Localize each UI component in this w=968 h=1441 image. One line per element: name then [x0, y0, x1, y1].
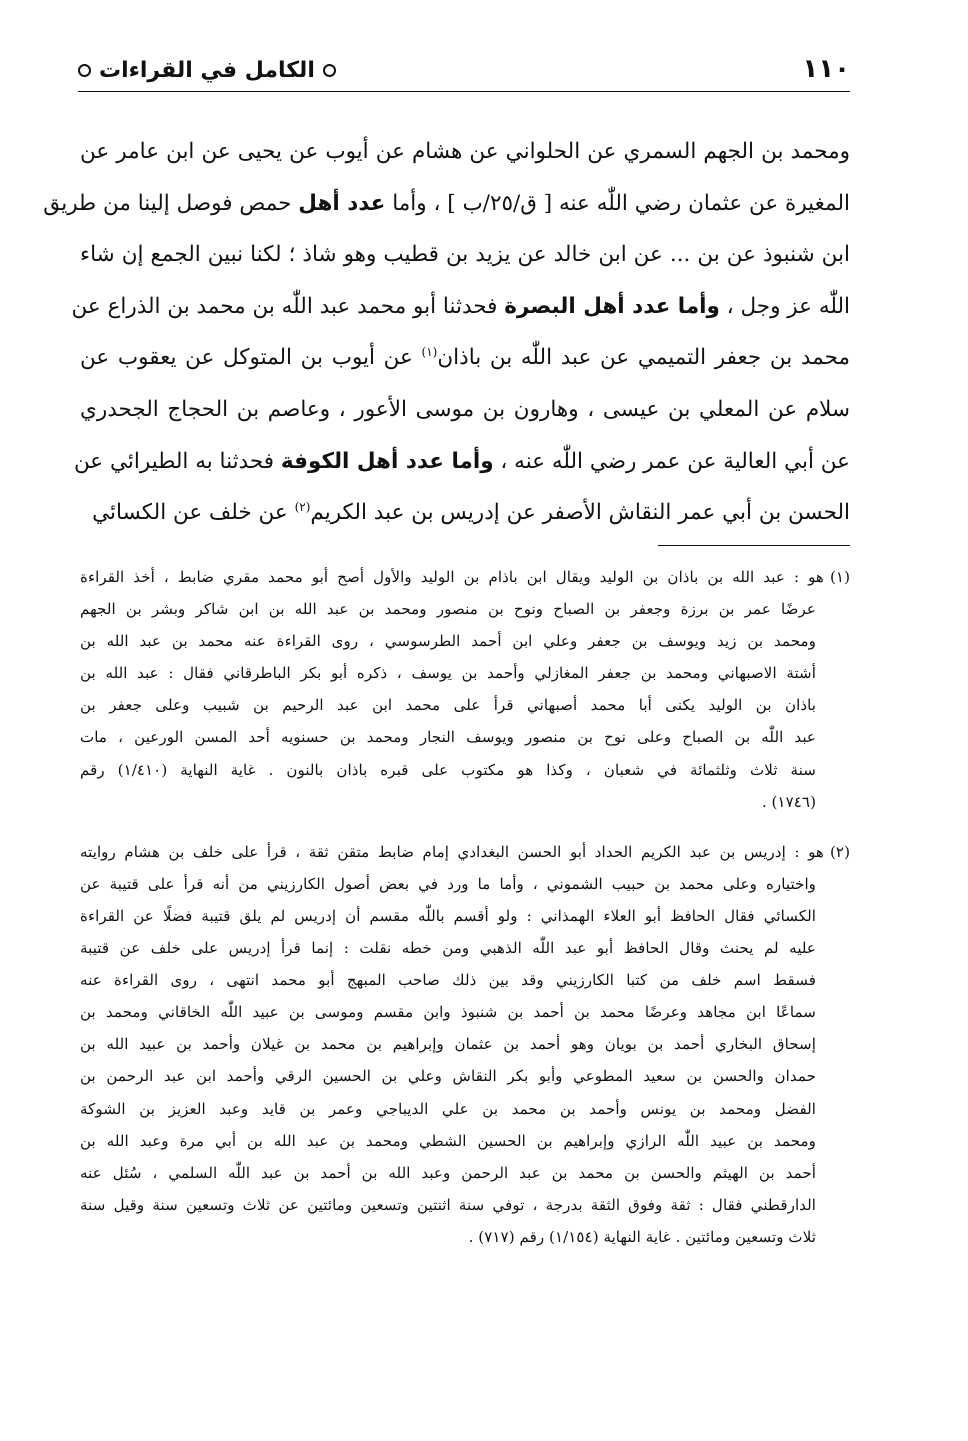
main-text-line: الحسن بن أبي عمر النقاش الأصفر عن إدريس بن عبد الكريم$^{(٢)}$ عن خلف عن الكسائي — [92, 500, 850, 526]
footnote-text: عبد اللّٰه بن الصباح وعلى نوح بن منصور ويوسف النجار ومحمد بن حسنويه أحد المسن الورعين ، مات — [80, 728, 816, 747]
footnote-text: ثلاث وتسعين ومائتين . غاية النهاية (١/١٥٤) رقم (٧١٧) . — [468, 1227, 816, 1246]
footnote-reference[interactable]: (٢) — [294, 500, 311, 514]
footnote-text: الكسائي فقال الحافظ أبو العلاء الهمذاني : ولو أقسم باللّٰه مقسم أن إدريس لم يلق قتيبة فضلًا عن القراءة — [80, 906, 816, 925]
footnote-line — [80, 1093, 850, 1125]
main-text-line: اللّٰه عز وجل ، وأما عدد أهل البصرة فحدثنا أبو محمد عبد اللّٰه بن محمد بن الذراع عن — [71, 293, 850, 319]
footnote-line — [80, 1125, 850, 1157]
circle-ornament-icon — [323, 64, 336, 77]
main-text-line: محمد بن جعفر التميمي عن عبد اللّٰه بن باذان$^{(١)}$ عن أيوب بن المتوكل عن يعقوب عن — [80, 345, 850, 371]
footnote-text: عرضًا عمر بن برزة وجعفر بن الصباح ونوح بن منصور ومحمد بن عبد الله بن ابن شاكر وبشر بن الجهم — [80, 600, 816, 619]
footnote-text: أحمد بن الهيثم والحسن بن محمد بن عبد الرحمن وعبد الله بن أحمد بن عبد اللّٰه السلمي ، سُئل عنه — [80, 1163, 816, 1182]
main-text-line: ومحمد بن الجهم السمري عن الحلواني عن هشام عن أيوب عن يحيى عن ابن عامر عن — [80, 139, 850, 164]
main-text — [43, 126, 850, 539]
footnote-text: (١٧٤٦) . — [761, 792, 816, 811]
footnote-text: إسحاق البخاري أحمد بن بويان وهو أحمد بن عثمان وإبراهيم بن محمد بن غيلان وأحمد بن عبيد الله بن — [80, 1035, 816, 1054]
footnote-marker: (٢) — [829, 842, 850, 861]
footnote-text: واختياره وعلى محمد بن حبيب الشموني ، وأما ما ورد في بعض أصول الكارزيني من أنه قرأ على قتيبة عن — [80, 874, 816, 893]
footnote-line — [80, 1028, 850, 1060]
footnote-line — [80, 593, 850, 625]
footnote-line — [80, 754, 850, 786]
footnote-text: عليه لم يحنث وقال الحافظ أبو عبد اللّٰه الذهبي ومن خطه نقلت : إنما قرأ إدريس على خلف عن قتيبة — [80, 939, 816, 958]
footnote-text: حمدان والحسن بن سعيد المطوعي وأبو بكر النقاش وعلي بن الحسين الرقي وأحمد ابن عبد الرحمن بن — [80, 1067, 816, 1086]
footnote-text: سنة ثلاث وثلثمائة في شعبان ، وكذا هو مكتوب على قبره باذان بالنون . غاية النهاية (١/٤١٠) رقم — [80, 760, 816, 779]
running-header — [78, 48, 850, 92]
footnote-text: سماعًا ابن مجاهد وعرضًا محمد بن أحمد بن شنبوذ وابن مقسم وموسى بن عبيد اللّٰه الخاقاني ومحمد بن — [80, 1003, 816, 1022]
footnote-text: هو : إدريس بن عبد الكريم الحداد أبو الحسن البغدادي إمام ضابط متقن ثقة ، قرأ على خلف بن هشام روايته — [80, 842, 824, 861]
bold-phrase: وأما عدد أهل البصرة — [504, 293, 720, 319]
footnote-text: ومحمد بن عبيد اللّٰه الرازي وإبراهيم بن الحسين الشطي ومحمد بن عبد الله بن أبي مرة وعبد الله بن — [80, 1131, 816, 1150]
book-title-text: الكامل في القراءات — [99, 58, 315, 83]
main-text-line: عن أبي العالية عن عمر رضي اللّٰه عنه ، وأما عدد أهل الكوفة فحدثنا به الطيرائي عن — [73, 448, 850, 474]
footnote-line — [80, 868, 850, 900]
main-text-line: سلام عن المعلي بن عيسى ، وهارون بن موسى الأعور ، وعاصم بن الحجاج الجحدري — [80, 396, 850, 422]
footnote-line — [80, 900, 850, 932]
footnote-line — [80, 996, 850, 1028]
footnote-text: الدارقطني فقال : ثقة وفوق الثقة بدرجة ، توفي سنة اثنتين وتسعين ومائتين عن ثلاث وتسعين سنة وقيل سنة — [80, 1195, 816, 1214]
footnote-line — [80, 836, 850, 868]
footnotes — [80, 561, 850, 1253]
footnote-line — [80, 1157, 850, 1189]
footnote-line — [80, 1221, 850, 1253]
footnote-line — [80, 689, 850, 721]
footnote-text: ومحمد بن زيد ويوسف بن جعفر وعلي ابن أحمد الطرسوسي ، روى القراءة عنه محمد بن عبد الله بن — [80, 632, 816, 651]
footnote-text: هو : عبد الله بن باذان بن الوليد ويقال ابن باذام بن الوليد والأول أصح أبو محمد مقري ضابط ، أخذ القراءة — [80, 568, 824, 586]
footnote-marker: (١) — [829, 568, 850, 586]
bold-phrase: عدد أهل — [298, 190, 386, 216]
footnote-line — [80, 561, 850, 593]
footnote-gap — [80, 818, 850, 836]
footnote-line — [80, 964, 850, 996]
footnote-line — [80, 932, 850, 964]
header-rule — [78, 91, 850, 92]
bold-phrase: وأما عدد أهل الكوفة — [280, 448, 494, 474]
footnote-1 — [80, 561, 850, 818]
footnote-line — [80, 1189, 850, 1221]
footnote-reference[interactable]: (١) — [421, 345, 438, 360]
footnote-separator — [658, 545, 850, 546]
footnote-line — [80, 625, 850, 657]
page-number: ١١٠ — [802, 54, 850, 84]
footnote-line — [80, 1060, 850, 1092]
footnote-line — [80, 657, 850, 689]
footnote-line — [80, 721, 850, 753]
main-text-line: ابن شنبوذ عن بن ... عن ابن خالد عن يزيد بن قطيب وهو شاذ ؛ لكنا نبين الجمع إن شاء — [80, 242, 850, 268]
footnote-text: باذان بن الوليد يكنى أبا محمد أصبهاني قرأ على محمد ابن عبد الرحيم بن شبيب وعلى جعفر بن — [80, 696, 816, 715]
circle-ornament-icon — [78, 64, 91, 77]
footnote-2 — [80, 836, 850, 1253]
main-text-line: المغيرة عن عثمان رضي اللّٰه عنه [ ق/٢٥/ب ] ، وأما عدد أهل حمص فوصل إلينا من طريق — [43, 190, 850, 216]
footnote-text: فسقط اسم خلف من كتبا الكارزيني وقد بين ذلك صاحب المبهج أبو محمد انتهى ، روى القراءة عنه — [80, 971, 816, 990]
footnote-line — [80, 786, 850, 818]
footnote-text: أشتة الاصبهاني ومحمد بن جعفر المغازلي وأحمد بن يوسف ، ذكره أبو بكر الباطرقاني فقال : عبد الله بن — [80, 664, 816, 683]
footnote-text: الفضل ومحمد بن يونس وأحمد بن محمد بن علي الديباجي وعمر بن قايد وعبد العزيز بن الشوكة — [80, 1099, 816, 1118]
book-title — [78, 58, 336, 83]
